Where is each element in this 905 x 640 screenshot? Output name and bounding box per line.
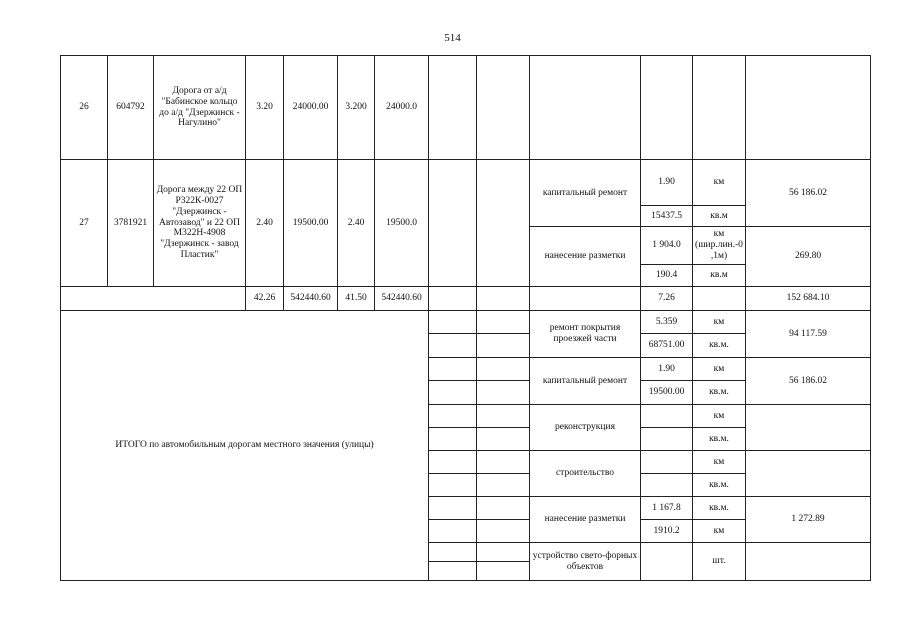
work-unit: км	[693, 405, 746, 428]
work-unit: км	[693, 358, 746, 381]
work-volume: 19500.00	[641, 381, 693, 405]
empty-cell	[429, 56, 477, 160]
work-volume	[641, 428, 693, 451]
road-code: 604792	[108, 56, 154, 160]
work-cost	[746, 56, 871, 160]
work-cost: 269.80	[746, 227, 871, 287]
road-name: Дорога между 22 ОП Р322К-0027 "Дзержинск - Автозавод" и 22 ОП М322Н-4908 "Дзержинск - завод Пластик"	[154, 160, 246, 287]
area-total: 19500.00	[284, 160, 338, 287]
work-unit: км	[693, 311, 746, 334]
subtotal-cost: 152 684.10	[746, 287, 871, 311]
empty-cell	[477, 543, 530, 562]
work-volume: 1 904.0	[641, 227, 693, 265]
subtotal-area-normative: 542440.60	[375, 287, 429, 311]
empty-cell	[429, 160, 477, 287]
empty-cell	[429, 474, 477, 497]
work-volume: 190.4	[641, 265, 693, 287]
work-type	[530, 56, 641, 160]
subtotal-length-normative: 41.50	[338, 287, 375, 311]
work-cost: 56 186.02	[746, 358, 871, 405]
subtotal-label	[61, 287, 246, 311]
empty-cell	[429, 497, 477, 520]
work-volume: 15437.5	[641, 206, 693, 227]
subtotal-volume: 7.26	[641, 287, 693, 311]
empty-cell	[429, 543, 477, 562]
length-normative: 2.40	[338, 160, 375, 287]
row-number: 26	[61, 56, 108, 160]
area-total: 24000.00	[284, 56, 338, 160]
road-works-table	[60, 55, 871, 581]
empty-cell	[477, 562, 530, 581]
work-cost: 94 117.59	[746, 311, 871, 358]
empty-cell	[429, 562, 477, 581]
empty-cell	[429, 334, 477, 358]
work-volume: 68751.00	[641, 334, 693, 358]
work-volume	[641, 405, 693, 428]
work-type: нанесение разметки	[530, 227, 641, 287]
work-unit: шт.	[693, 543, 746, 581]
work-cost	[746, 543, 871, 581]
summary-row	[61, 311, 871, 334]
page-number: 514	[444, 32, 461, 44]
road-code: 3781921	[108, 160, 154, 287]
area-normative: 19500.0	[375, 160, 429, 287]
empty-cell	[477, 287, 530, 311]
subtotal-area-total: 542440.60	[284, 287, 338, 311]
work-type: нанесение разметки	[530, 497, 641, 543]
work-cost	[746, 405, 871, 451]
empty-cell	[477, 311, 530, 334]
empty-cell	[477, 358, 530, 381]
work-unit: кв.м.	[693, 474, 746, 497]
work-unit: кв.м.	[693, 334, 746, 358]
work-type: ремонт покрытия проезжей части	[530, 311, 641, 358]
work-type: устройство свето-форных объектов	[530, 543, 641, 581]
row-number: 27	[61, 160, 108, 287]
work-unit: кв.м.	[693, 497, 746, 520]
work-volume	[641, 451, 693, 474]
work-unit: кв.м.	[693, 381, 746, 405]
empty-cell	[429, 287, 477, 311]
area-normative: 24000.0	[375, 56, 429, 160]
work-volume	[641, 543, 693, 581]
work-type: строительство	[530, 451, 641, 497]
work-volume: 5.359	[641, 311, 693, 334]
empty-cell	[429, 381, 477, 405]
empty-cell	[477, 474, 530, 497]
empty-cell	[477, 428, 530, 451]
work-unit: км	[693, 451, 746, 474]
empty-cell	[477, 497, 530, 520]
work-volume: 1910.2	[641, 520, 693, 543]
work-volume: 1 167.8	[641, 497, 693, 520]
work-type: реконструкция	[530, 405, 641, 451]
work-unit: км	[693, 520, 746, 543]
empty-cell	[429, 358, 477, 381]
length-normative: 3.200	[338, 56, 375, 160]
work-unit: кв.м	[693, 206, 746, 227]
work-cost: 56 186.02	[746, 160, 871, 227]
work-unit: кв.м	[693, 265, 746, 287]
empty-cell	[477, 56, 530, 160]
empty-cell	[477, 451, 530, 474]
empty-cell	[429, 405, 477, 428]
work-type: капитальный ремонт	[530, 358, 641, 405]
work-cost: 1 272.89	[746, 497, 871, 543]
empty-cell	[693, 287, 746, 311]
work-unit: км	[693, 160, 746, 206]
table-row	[61, 56, 871, 160]
empty-cell	[477, 381, 530, 405]
work-type: капитальный ремонт	[530, 160, 641, 227]
empty-cell	[477, 334, 530, 358]
work-unit	[693, 56, 746, 160]
empty-cell	[477, 160, 530, 287]
length-total: 3.20	[246, 56, 284, 160]
road-name: Дорога от а/д "Бабинское кольцо до а/д "Дзержинск - Нагулино"	[154, 56, 246, 160]
empty-cell	[429, 311, 477, 334]
work-unit: кв.м.	[693, 428, 746, 451]
empty-cell	[530, 287, 641, 311]
work-volume: 1.90	[641, 358, 693, 381]
table-row	[61, 160, 871, 206]
subtotal-row	[61, 287, 871, 311]
length-total: 2.40	[246, 160, 284, 287]
work-unit: км (шир.лин.-0,1м)	[693, 227, 746, 265]
empty-cell	[429, 451, 477, 474]
empty-cell	[477, 405, 530, 428]
work-cost	[746, 451, 871, 497]
summary-label: ИТОГО по автомобильным дорогам местного значения (улицы)	[61, 311, 429, 581]
empty-cell	[429, 520, 477, 543]
work-volume	[641, 474, 693, 497]
work-volume	[641, 56, 693, 160]
empty-cell	[429, 428, 477, 451]
work-volume: 1.90	[641, 160, 693, 206]
subtotal-length-total: 42.26	[246, 287, 284, 311]
empty-cell	[477, 520, 530, 543]
